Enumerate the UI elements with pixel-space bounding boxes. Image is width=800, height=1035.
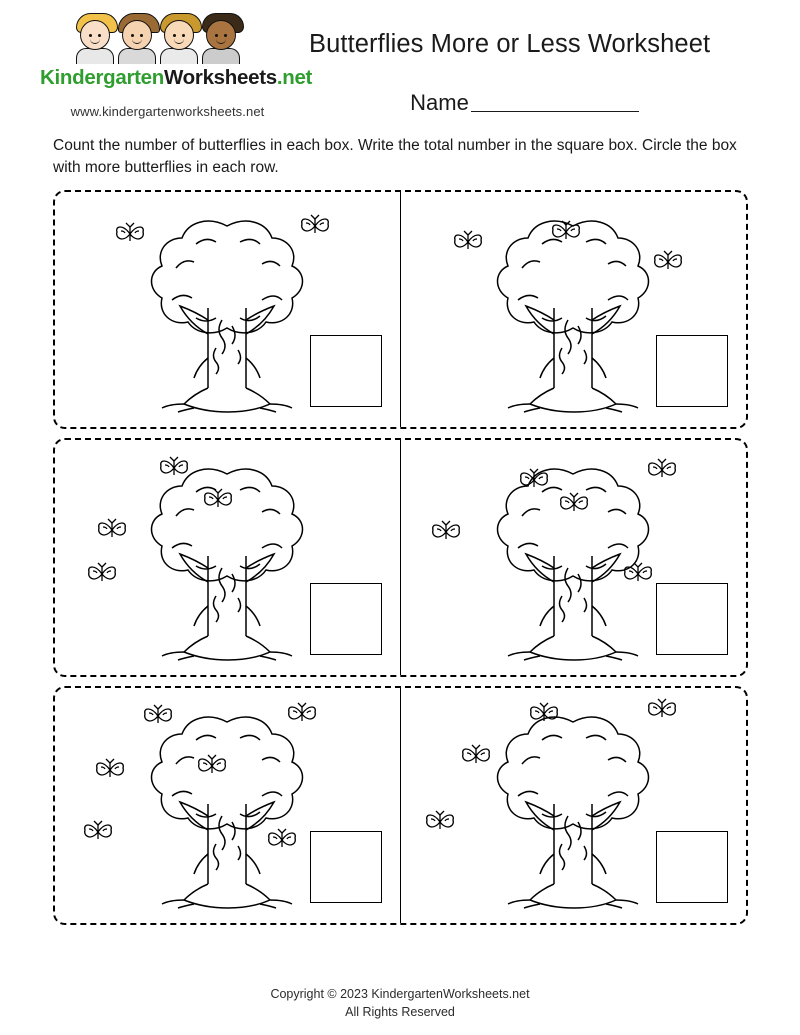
butterfly-icon bbox=[425, 810, 455, 834]
brand-word-tld: .net bbox=[276, 66, 313, 89]
butterfly-icon bbox=[461, 744, 491, 768]
butterfly-icon bbox=[203, 488, 233, 512]
butterfly-icon bbox=[287, 702, 317, 726]
brand-word-worksheets: Worksheets bbox=[163, 66, 277, 89]
butterfly-icon bbox=[529, 702, 559, 726]
tree-icon bbox=[136, 704, 318, 909]
answer-box[interactable] bbox=[656, 583, 728, 655]
kid-icon-3 bbox=[164, 20, 198, 64]
butterfly-icon bbox=[431, 520, 461, 544]
table-row bbox=[53, 190, 748, 429]
page-title: Butterflies More or Less Worksheet bbox=[309, 30, 711, 58]
kid-icon-2 bbox=[122, 20, 156, 64]
answer-box[interactable] bbox=[310, 335, 382, 407]
page-header bbox=[0, 0, 800, 119]
butterfly-icon bbox=[300, 214, 330, 238]
table-row bbox=[53, 686, 748, 925]
problem-cell[interactable] bbox=[55, 192, 401, 427]
problem-cell[interactable] bbox=[401, 192, 747, 427]
site-logo bbox=[40, 18, 313, 119]
problem-cell[interactable] bbox=[55, 688, 401, 923]
brand-wordmark bbox=[40, 66, 313, 90]
problem-cell[interactable] bbox=[401, 688, 747, 923]
instructions-text: Count the number of butterflies in each box. Write the total number in the square box. Circle the box with more butterflies in each row. bbox=[53, 137, 737, 176]
answer-box[interactable] bbox=[310, 583, 382, 655]
name-input-line[interactable] bbox=[471, 92, 639, 112]
title-block bbox=[295, 18, 750, 116]
name-field-row bbox=[309, 90, 750, 116]
butterfly-icon bbox=[143, 704, 173, 728]
butterfly-icon bbox=[97, 518, 127, 542]
butterfly-icon bbox=[623, 562, 653, 586]
kid-icon-1 bbox=[80, 20, 114, 64]
butterfly-icon bbox=[647, 698, 677, 722]
four-kids-icon bbox=[60, 18, 275, 64]
brand-url: www.kindergartenworksheets.net bbox=[70, 104, 265, 119]
tree-icon bbox=[136, 208, 318, 413]
butterfly-icon bbox=[453, 230, 483, 254]
butterfly-icon bbox=[197, 754, 227, 778]
brand-word-kindergarten: Kindergarten bbox=[40, 66, 164, 89]
butterfly-icon bbox=[653, 250, 683, 274]
tree-icon bbox=[482, 456, 664, 661]
answer-box[interactable] bbox=[656, 831, 728, 903]
butterfly-icon bbox=[551, 220, 581, 244]
butterfly-icon bbox=[83, 820, 113, 844]
butterfly-icon bbox=[647, 458, 677, 482]
table-row bbox=[53, 438, 748, 677]
tree-icon bbox=[136, 456, 318, 661]
kid-icon-4 bbox=[206, 20, 240, 64]
butterfly-icon bbox=[159, 456, 189, 480]
answer-box[interactable] bbox=[656, 335, 728, 407]
name-label: Name bbox=[410, 90, 469, 115]
page-footer bbox=[0, 985, 800, 1021]
copyright-text: Copyright © 2023 KindergartenWorksheets.net bbox=[270, 986, 530, 1001]
problem-cell[interactable] bbox=[55, 440, 401, 675]
butterfly-icon bbox=[519, 468, 549, 492]
butterfly-icon bbox=[115, 222, 145, 246]
answer-box[interactable] bbox=[310, 831, 382, 903]
problem-rows bbox=[53, 190, 748, 925]
rights-text: All Rights Reserved bbox=[345, 1004, 455, 1019]
butterfly-icon bbox=[95, 758, 125, 782]
problem-cell[interactable] bbox=[401, 440, 747, 675]
tree-icon bbox=[482, 704, 664, 909]
butterfly-icon bbox=[559, 492, 589, 516]
butterfly-icon bbox=[267, 828, 297, 852]
butterfly-icon bbox=[87, 562, 117, 586]
